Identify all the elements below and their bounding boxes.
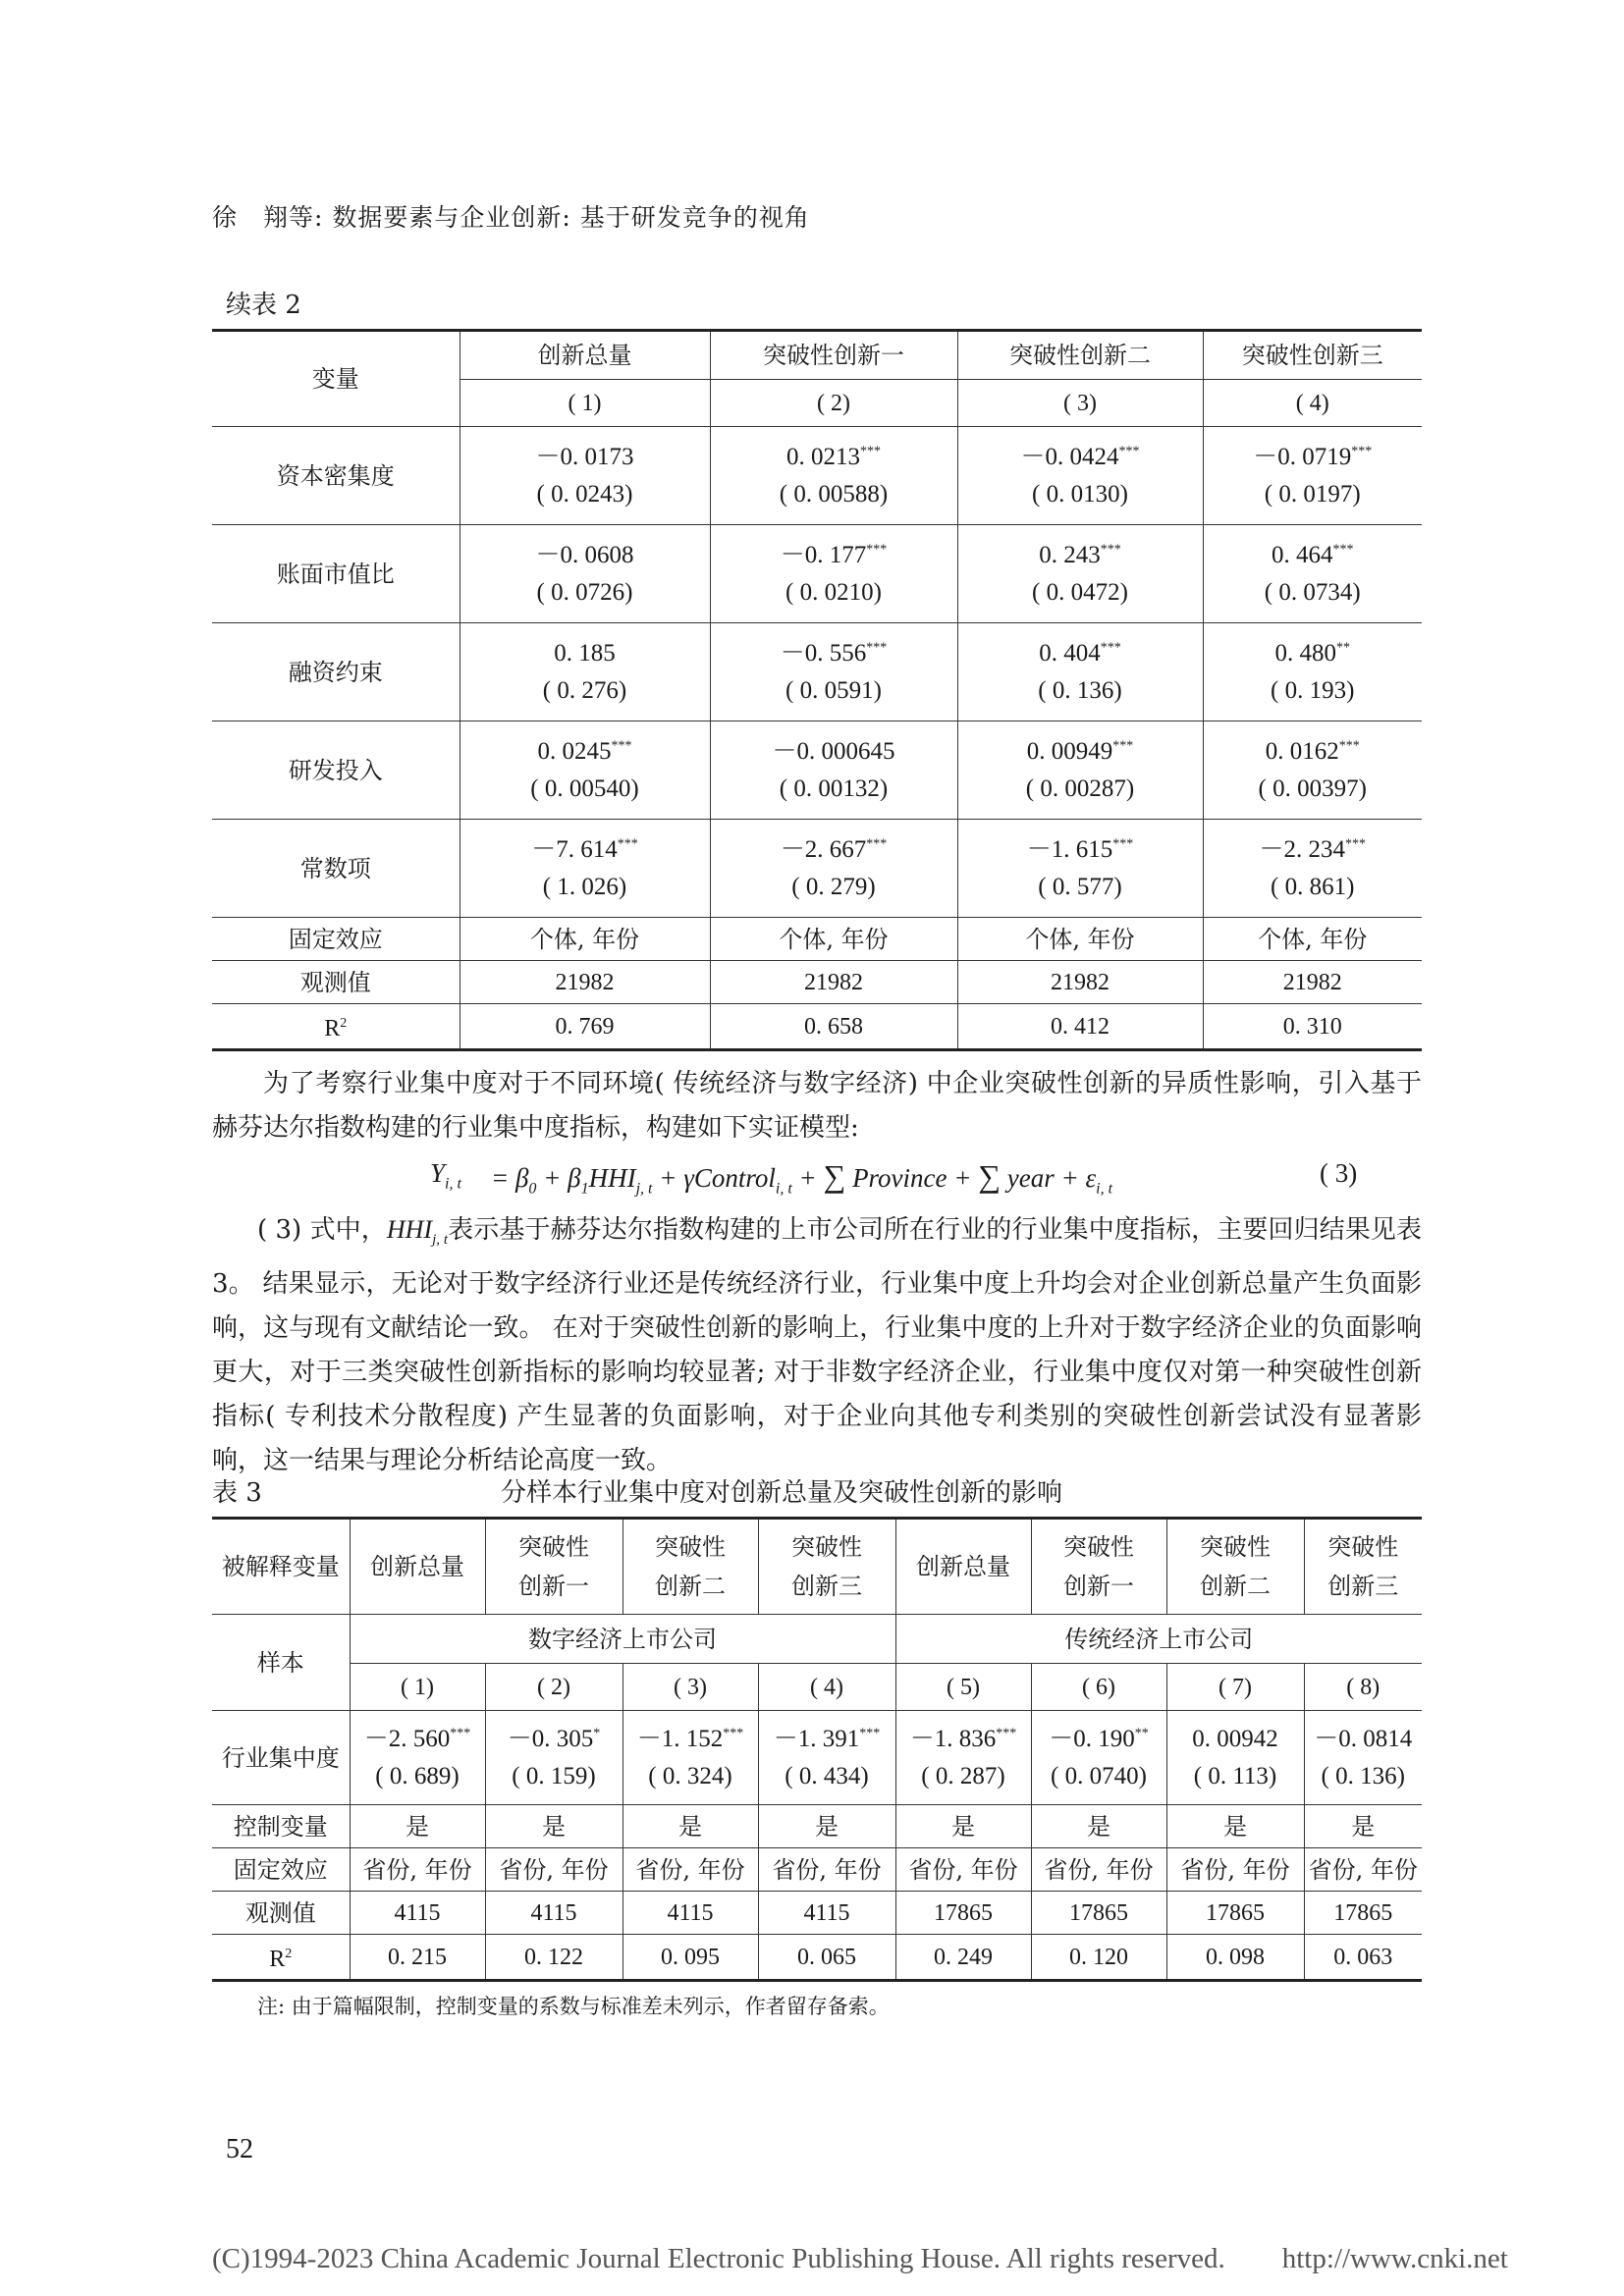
significance-stars: ** xyxy=(1336,640,1350,656)
table2 xyxy=(212,329,1422,1051)
coefficient xyxy=(1204,537,1423,574)
data-cell: 个体, 年份 xyxy=(957,918,1203,961)
column-header-line: 突破性 xyxy=(518,1533,589,1561)
column-header-line: 创新三 xyxy=(791,1573,862,1600)
data-cell xyxy=(1166,1711,1304,1805)
data-cell xyxy=(485,1711,623,1805)
data-cell: 0. 095 xyxy=(623,1935,758,1981)
coefficient xyxy=(711,537,957,574)
standard-error: ( 0. 193) xyxy=(1271,676,1355,704)
data-cell xyxy=(460,525,710,623)
column-header xyxy=(623,1519,758,1615)
data-cell: 17865 xyxy=(1166,1892,1304,1935)
row-label: 固定效应 xyxy=(212,918,460,961)
coefficient-value: －0. 0719 xyxy=(1253,443,1352,470)
column-header-line: 创新三 xyxy=(1327,1573,1399,1600)
coefficient xyxy=(460,733,710,771)
table3 xyxy=(212,1517,1422,1982)
data-cell: 是 xyxy=(1031,1805,1166,1848)
significance-stars: * xyxy=(593,1726,601,1741)
paragraph-2-body: 表示基于赫芬达尔指数构建的上市公司所在行业的行业集中度指标，主要回归结果见表 3。 结果显示，无论对于数字经济行业还是传统经济行业，行业集中度上升均会对企业创新总量产生负面影响，这与现有文献结论一致。 在对于突破性创新的影响上，行业集中度的上升对于数字经济企业的负面影响更大，对于三类突破性创新指标的影响均较显著; 对于非数字经济企业，行业集中度仅对第一种突破性创新指标( 专利技术分散程度) 产生显著的负面影响，对于企业向其他专利类别的突破性创新尝试没有显著影响，这一结果与理论分析结论高度一致。 xyxy=(212,1215,1423,1476)
significance-stars: *** xyxy=(1332,542,1354,558)
data-cell: 21982 xyxy=(1203,961,1422,1004)
coefficient-value: －0. 177 xyxy=(780,541,867,568)
data-cell: 4115 xyxy=(623,1892,758,1935)
coefficient xyxy=(958,439,1203,476)
coefficient-value: －1. 836 xyxy=(909,1725,997,1752)
significance-stars: *** xyxy=(1351,444,1373,459)
coefficient xyxy=(486,1721,623,1758)
column-header-line: 创新一 xyxy=(1063,1573,1134,1600)
data-cell: 0. 412 xyxy=(957,1004,1203,1050)
data-cell: 0. 098 xyxy=(1166,1935,1304,1981)
data-cell: 4115 xyxy=(485,1892,623,1935)
row-label: 研发投入 xyxy=(212,721,460,820)
column-header-line: 创新总量 xyxy=(370,1553,464,1580)
data-cell xyxy=(895,1711,1031,1805)
row-label: 资本密集度 xyxy=(212,427,460,525)
group-header: 数字经济上市公司 xyxy=(350,1615,895,1664)
coefficient-value: －1. 152 xyxy=(636,1725,724,1752)
table-note: 注: 由于篇幅限制，控制变量的系数与标准差未列示，作者留存备索。 xyxy=(257,1995,890,2018)
data-cell xyxy=(460,721,710,820)
coefficient-value: －2. 234 xyxy=(1259,835,1345,863)
column-header-line: 创新总量 xyxy=(916,1553,1010,1580)
coefficient-value: －0. 0173 xyxy=(535,443,634,470)
r2-letter: R xyxy=(269,1947,286,1972)
significance-stars: *** xyxy=(1100,542,1121,558)
column-header-line: 创新一 xyxy=(518,1573,589,1600)
data-cell xyxy=(957,623,1203,721)
coefficient-value: 0. 00942 xyxy=(1192,1725,1278,1752)
coefficient xyxy=(460,439,710,476)
row-label: 控制变量 xyxy=(212,1805,350,1848)
standard-error: ( 0. 287) xyxy=(921,1762,1005,1789)
data-cell: 21982 xyxy=(957,961,1203,1004)
sample-header: 样本 xyxy=(212,1615,350,1711)
data-cell: 省份, 年份 xyxy=(350,1848,485,1892)
variable-header: 变量 xyxy=(212,331,460,427)
column-number: ( 8) xyxy=(1304,1664,1422,1711)
data-cell xyxy=(460,427,710,525)
significance-stars: *** xyxy=(1100,640,1121,656)
fixed-effects-row xyxy=(212,1848,1422,1892)
data-cell: 21982 xyxy=(710,961,957,1004)
r2-letter: R xyxy=(324,1016,341,1041)
paragraph-1: 为了考察行业集中度对于不同环境( 传统经济与数字经济) 中企业突破性创新的异质性影响，引入基于赫芬达尔指数构建的行业集中度指标，构建如下实证模型: xyxy=(212,1069,1422,1143)
column-header xyxy=(1031,1519,1166,1615)
standard-error: ( 0. 0726) xyxy=(536,578,633,606)
data-cell: 省份, 年份 xyxy=(895,1848,1031,1892)
equation-3: $Y_{i, t}$ = $\beta_0 + \beta_1HHI_{j, t}$ + γControl$_{i, t}$ + ∑ Province + ∑ year + $\varepsilon_{i, t}$ ( 3) xyxy=(430,1158,1358,1198)
coefficient xyxy=(711,831,957,869)
data-cell xyxy=(1304,1711,1422,1805)
column-header-line: 突破性 xyxy=(1200,1533,1271,1561)
standard-error: ( 0. 0591) xyxy=(785,676,882,704)
standard-error: ( 0. 0472) xyxy=(1032,578,1128,606)
coefficient-value: 0. 00949 xyxy=(1026,737,1113,765)
standard-error: ( 0. 00287) xyxy=(1025,774,1135,802)
coefficient-value: －0. 0814 xyxy=(1314,1725,1413,1752)
data-cell xyxy=(710,623,957,721)
coefficient-value: －0. 305 xyxy=(507,1725,594,1752)
coefficient xyxy=(711,439,957,476)
page-number: 52 xyxy=(226,2134,253,2164)
significance-stars: *** xyxy=(1118,444,1140,459)
column-number: ( 4) xyxy=(1203,380,1422,427)
observations-row xyxy=(212,1892,1422,1935)
column-header: 突破性创新二 xyxy=(957,331,1203,380)
data-cell: 17865 xyxy=(895,1892,1031,1935)
coefficient-value: 0. 480 xyxy=(1274,639,1336,667)
significance-stars: *** xyxy=(611,738,632,754)
data-cell xyxy=(957,525,1203,623)
standard-error: ( 0. 577) xyxy=(1038,873,1122,900)
data-cell xyxy=(957,820,1203,918)
column-header xyxy=(350,1519,485,1615)
column-number: ( 6) xyxy=(1031,1664,1166,1711)
standard-error: ( 0. 113) xyxy=(1193,1762,1277,1789)
data-cell xyxy=(710,427,957,525)
data-cell xyxy=(1203,525,1422,623)
table2-caption: 续表 2 xyxy=(226,291,301,320)
column-number: ( 7) xyxy=(1166,1664,1304,1711)
data-cell xyxy=(710,721,957,820)
row-label: 固定效应 xyxy=(212,1848,350,1892)
row-label: 观测值 xyxy=(212,1892,350,1935)
significance-stars: *** xyxy=(860,444,881,459)
column-number: ( 2) xyxy=(485,1664,623,1711)
table-row xyxy=(212,721,1422,820)
column-header-line: 突破性 xyxy=(1327,1533,1399,1561)
data-cell xyxy=(350,1711,485,1805)
coefficient xyxy=(1204,733,1423,771)
coefficient-value: －7. 614 xyxy=(531,835,618,863)
standard-error: ( 0. 00540) xyxy=(530,774,639,802)
row-label: 融资约束 xyxy=(212,623,460,721)
control-variables-row xyxy=(212,1805,1422,1848)
standard-error: ( 0. 00588) xyxy=(779,480,889,507)
r2-row xyxy=(212,1935,1422,1981)
table-row xyxy=(212,820,1422,918)
data-cell: 21982 xyxy=(460,961,710,1004)
significance-stars: ** xyxy=(1134,1726,1149,1741)
standard-error: ( 0. 00132) xyxy=(779,774,889,802)
coefficient xyxy=(1204,439,1423,476)
data-cell: 是 xyxy=(350,1805,485,1848)
copyright-footer: (C)1994-2023 China Academic Journal Electronic Publishing House. All rights reserved. http://www.cnki.net xyxy=(212,2243,1508,2274)
equation-number: ( 3) xyxy=(1320,1158,1358,1188)
coefficient-value: 0. 0213 xyxy=(786,443,860,470)
data-cell: 是 xyxy=(485,1805,623,1848)
data-cell: 4115 xyxy=(350,1892,485,1935)
column-header-line: 创新二 xyxy=(1200,1573,1271,1600)
standard-error: ( 0. 279) xyxy=(791,873,876,900)
coefficient-value: －2. 560 xyxy=(363,1725,451,1752)
coefficient-value: －0. 190 xyxy=(1049,1725,1135,1752)
data-cell xyxy=(1203,820,1422,918)
column-header-line: 创新二 xyxy=(655,1573,726,1600)
coefficient-value: 0. 0245 xyxy=(537,737,612,765)
significance-stars: *** xyxy=(866,836,888,852)
standard-error: ( 0. 324) xyxy=(648,1762,732,1789)
column-number: ( 2) xyxy=(710,380,957,427)
table-row xyxy=(212,623,1422,721)
paragraph-2-lead: ( 3) 式中， xyxy=(257,1215,387,1245)
table-row xyxy=(212,427,1422,525)
coefficient-value: －2. 667 xyxy=(780,835,867,863)
coefficient-value: －1. 391 xyxy=(773,1725,860,1752)
column-header: 突破性创新三 xyxy=(1203,331,1422,380)
coefficient xyxy=(759,1721,895,1758)
data-cell: 17865 xyxy=(1304,1892,1422,1935)
coefficient-value: －0. 556 xyxy=(780,639,867,667)
data-cell: 是 xyxy=(1166,1805,1304,1848)
coefficient-value: －0. 0424 xyxy=(1020,443,1119,470)
standard-error: ( 0. 689) xyxy=(375,1762,460,1789)
data-cell: 省份, 年份 xyxy=(1166,1848,1304,1892)
data-cell: 0. 249 xyxy=(895,1935,1031,1981)
sample-group-row xyxy=(212,1615,1422,1664)
data-cell: 省份, 年份 xyxy=(485,1848,623,1892)
table-row xyxy=(212,1711,1422,1805)
data-cell xyxy=(710,820,957,918)
data-cell: 省份, 年份 xyxy=(1031,1848,1166,1892)
significance-stars: *** xyxy=(1112,738,1134,754)
group-header: 传统经济上市公司 xyxy=(895,1615,1422,1664)
standard-error: ( 0. 136) xyxy=(1321,1762,1405,1789)
coefficient xyxy=(958,635,1203,672)
r2-label: $R^2$ xyxy=(212,1004,460,1050)
column-number: ( 5) xyxy=(895,1664,1031,1711)
column-number: ( 4) xyxy=(758,1664,895,1711)
row-label: 行业集中度 xyxy=(212,1711,350,1805)
coefficient-value: 0. 0162 xyxy=(1265,737,1339,765)
data-cell: 0. 769 xyxy=(460,1004,710,1050)
standard-error: ( 1. 026) xyxy=(542,873,627,900)
observations-row xyxy=(212,961,1422,1004)
significance-stars: *** xyxy=(617,836,638,852)
header-row xyxy=(212,331,1422,380)
coefficient xyxy=(1167,1721,1304,1758)
column-header-line: 突破性 xyxy=(1063,1533,1134,1561)
column-number: ( 3) xyxy=(957,380,1203,427)
r2-row xyxy=(212,1004,1422,1050)
data-cell: 个体, 年份 xyxy=(710,918,957,961)
coefficient xyxy=(1204,831,1423,869)
coefficient-value: －1. 615 xyxy=(1026,835,1113,863)
data-cell: 省份, 年份 xyxy=(623,1848,758,1892)
data-cell: 17865 xyxy=(1031,1892,1166,1935)
coefficient-value: 0. 243 xyxy=(1039,541,1101,568)
standard-error: ( 0. 0210) xyxy=(785,578,882,606)
coefficient xyxy=(351,1721,485,1758)
standard-error: ( 0. 159) xyxy=(512,1762,596,1789)
standard-error: ( 0. 0734) xyxy=(1264,578,1361,606)
column-header: 创新总量 xyxy=(460,331,710,380)
table-row xyxy=(212,525,1422,623)
coefficient xyxy=(958,733,1203,771)
row-label: 观测值 xyxy=(212,961,460,1004)
column-header: 突破性创新一 xyxy=(710,331,957,380)
standard-error: ( 0. 0243) xyxy=(536,480,633,507)
data-cell xyxy=(460,623,710,721)
standard-error: ( 0. 0197) xyxy=(1264,480,1361,507)
table3-label: 表 3 xyxy=(212,1478,262,1508)
significance-stars: *** xyxy=(866,542,888,558)
standard-error: ( 0. 00397) xyxy=(1258,774,1367,802)
data-cell xyxy=(1203,623,1422,721)
significance-stars: *** xyxy=(866,640,888,656)
coefficient xyxy=(460,635,710,672)
coefficient xyxy=(1204,635,1423,672)
column-header xyxy=(1166,1519,1304,1615)
data-cell: 是 xyxy=(623,1805,758,1848)
data-cell: 个体, 年份 xyxy=(1203,918,1422,961)
data-cell: 0. 065 xyxy=(758,1935,895,1981)
r2-label: $R^2$ xyxy=(212,1935,350,1981)
column-header-line: 突破性 xyxy=(655,1533,726,1561)
data-cell: 0. 215 xyxy=(350,1935,485,1981)
column-number: ( 3) xyxy=(623,1664,758,1711)
coefficient xyxy=(460,831,710,869)
column-header xyxy=(1304,1519,1422,1615)
significance-stars: *** xyxy=(1112,836,1134,852)
row-label: 账面市值比 xyxy=(212,525,460,623)
coefficient xyxy=(896,1721,1031,1758)
standard-error: ( 0. 0130) xyxy=(1032,480,1128,507)
significance-stars: *** xyxy=(1345,836,1366,852)
coefficient xyxy=(711,635,957,672)
column-header xyxy=(485,1519,623,1615)
data-cell: 省份, 年份 xyxy=(1304,1848,1422,1892)
data-cell xyxy=(1031,1711,1166,1805)
coefficient-value: 0. 185 xyxy=(554,639,616,667)
coefficient-value: －0. 0608 xyxy=(535,541,634,568)
data-cell xyxy=(710,525,957,623)
data-cell: 4115 xyxy=(758,1892,895,1935)
column-header xyxy=(895,1519,1031,1615)
coefficient xyxy=(711,733,957,771)
data-cell: 是 xyxy=(1304,1805,1422,1848)
data-cell xyxy=(957,721,1203,820)
data-cell xyxy=(623,1711,758,1805)
header-row xyxy=(212,1519,1422,1615)
data-cell: 0. 063 xyxy=(1304,1935,1422,1981)
data-cell: 是 xyxy=(758,1805,895,1848)
significance-stars: *** xyxy=(1338,738,1360,754)
significance-stars: *** xyxy=(859,1726,881,1741)
coefficient xyxy=(1305,1721,1423,1758)
data-cell: 0. 310 xyxy=(1203,1004,1422,1050)
coefficient xyxy=(958,537,1203,574)
paragraph-2: ( 3) 式中，$HHI_{j, t}$表示基于赫芬达尔指数构建的上市公司所在行业的行业集中度指标，主要回归结果见表 3。 结果显示，无论对于数字经济行业还是传统经济行业，行业集中度上升均会对企业创新总量产生负面影响，这与现有文献结论一致。 在对于突破性创新的影响上，行业集中度的上升对于数字经济企业的负面影响更大，对于三类突破性创新指标的影响均较显著; 对于非数字经济企业，行业集中度仅对第一种突破性创新指标( 专利技术分散程度) 产生显著的负面影响，对于企业向其他专利类别的突破性创新尝试没有显著影响，这一结果与理论分析结论高度一致。 xyxy=(212,1215,1423,1476)
running-head: 徐 翔等: 数据要素与企业创新: 基于研发竞争的视角 xyxy=(212,203,810,232)
standard-error: ( 0. 861) xyxy=(1271,873,1355,900)
significance-stars: *** xyxy=(996,1726,1017,1741)
coefficient xyxy=(623,1721,758,1758)
coefficient-value: －0. 000645 xyxy=(772,737,895,765)
standard-error: ( 0. 0740) xyxy=(1051,1762,1147,1789)
data-cell: 0. 122 xyxy=(485,1935,623,1981)
significance-stars: *** xyxy=(450,1726,471,1741)
data-cell: 个体, 年份 xyxy=(460,918,710,961)
data-cell: 省份, 年份 xyxy=(758,1848,895,1892)
column-number-row xyxy=(212,1664,1422,1711)
coefficient xyxy=(460,537,710,574)
row-label: 常数项 xyxy=(212,820,460,918)
column-number: ( 1) xyxy=(350,1664,485,1711)
data-cell: 0. 120 xyxy=(1031,1935,1166,1981)
coefficient xyxy=(1032,1721,1166,1758)
data-cell xyxy=(957,427,1203,525)
table3-title: 分样本行业集中度对创新总量及突破性创新的影响 xyxy=(501,1478,1063,1508)
data-cell: 0. 658 xyxy=(710,1004,957,1050)
standard-error: ( 0. 136) xyxy=(1038,676,1122,704)
data-cell xyxy=(758,1711,895,1805)
column-number: ( 1) xyxy=(460,380,710,427)
coefficient-value: 0. 404 xyxy=(1039,639,1101,667)
column-header xyxy=(758,1519,895,1615)
standard-error: ( 0. 434) xyxy=(785,1762,869,1789)
dependent-variable-header: 被解释变量 xyxy=(212,1519,350,1615)
standard-error: ( 0. 276) xyxy=(542,676,627,704)
significance-stars: *** xyxy=(723,1726,744,1741)
data-cell xyxy=(1203,721,1422,820)
data-cell: 是 xyxy=(895,1805,1031,1848)
coefficient xyxy=(958,831,1203,869)
coefficient-value: 0. 464 xyxy=(1272,541,1333,568)
data-cell xyxy=(1203,427,1422,525)
data-cell xyxy=(460,820,710,918)
fixed-effects-row xyxy=(212,918,1422,961)
column-header-line: 突破性 xyxy=(791,1533,862,1561)
